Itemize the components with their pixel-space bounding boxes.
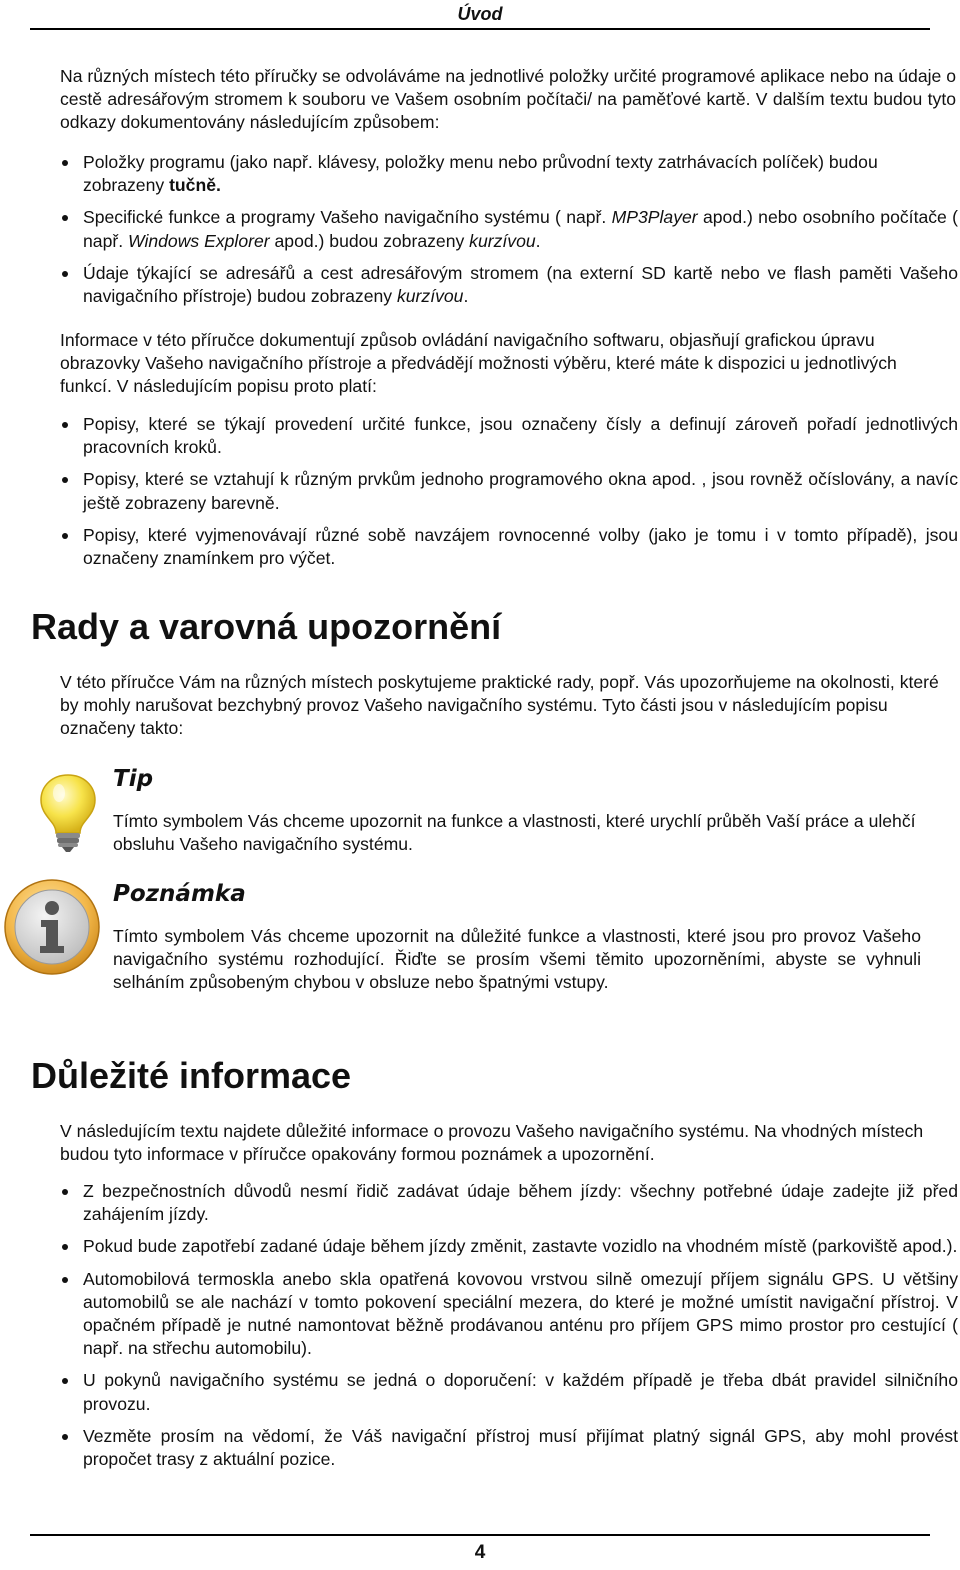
bold-example: tučně xyxy=(169,175,216,196)
italic-example: MP3Player xyxy=(611,207,698,228)
italic-example: Windows Explorer xyxy=(128,230,270,251)
list-item-text: Údaje týkající se adresářů a cest adresářovým stromem (na externí SD kartě nebo ve flash paměti Vašeho navigačního přístroje) budou zobrazeny xyxy=(83,262,958,307)
list-item-end: . xyxy=(535,230,541,251)
info-icon xyxy=(3,878,101,976)
list-item-text: Položky programu (jako např. klávesy, položky menu nebo průvodní texty zatrhávacích políček) budou zobrazeny xyxy=(83,152,878,196)
tip-title: Tip xyxy=(113,766,154,792)
list-item: Z bezpečnostních důvodů nesmí řidič zadávat údaje během jízdy: všechny potřebné údaje zadejte již před zahájením jízdy. xyxy=(60,1180,958,1226)
list-item xyxy=(60,151,958,197)
list-item: Automobilová termoskla anebo skla opatřená kovovou vrstvou silně omezují příjem signálu GPS. U většiny automobilů se ale nachází v tomto pokovení speciální mezera, do které je možné umístit navigační přístroj. V opačném případě je nutné namontovat běžně prodávanou anténu pro příjem GPS mimo prostor pro cestující ( např. na střechu automobilu). xyxy=(60,1268,958,1361)
dulezite-paragraph: V následujícím textu najdete důležité informace o provozu Vašeho navigačního systému. Na vhodných místech budou tyto informace v příručce opakovány formou poznámek a upozornění. xyxy=(60,1121,924,1165)
list-item-text: Specifické funkce a programy Vašeho navigačního systému ( např. xyxy=(83,207,612,228)
list-item-end: . xyxy=(216,175,221,196)
page-footer xyxy=(30,1534,930,1570)
list-item: Popisy, které se týkají provedení určité funkce, jsou označeny čísly a definují zároveň pořadí jednotlivých pracovních kroků. xyxy=(60,413,958,459)
section-heading-dulezite: Důležité informace xyxy=(31,1055,352,1096)
description-list xyxy=(60,413,958,570)
section-heading-rady: Rady a varovná upozornění xyxy=(31,606,502,647)
note-text: Tímto symbolem Vás chceme upozornit na důležité funkce a vlastnosti, které jsou pro provoz Vašeho navigačního systému rozhodující. Řiďte se prosím všemi těmito upozorněními, abyste se vyhnuli selháním způsobeným chybou v obsluze nebo špatnými vstupy. xyxy=(113,926,921,993)
list-item-text: apod.) nebo osobního počítače ( např. xyxy=(83,207,958,251)
italic-example: kurzívou xyxy=(469,230,536,251)
list-item: Vezměte prosím na vědomí, že Váš navigační přístroj musí přijímat platný signál GPS, aby mohl provést propočet trasy z aktuální pozice. xyxy=(60,1425,958,1471)
page-header xyxy=(30,2,930,30)
intro-format-list xyxy=(60,151,958,308)
list-item xyxy=(60,206,958,252)
intro-paragraph: Na různých místech této příručky se odvoláváme na jednotlivé položky určité programové aplikace nebo na údaje o cestě adresářovým stromem k souboru ve Vašem osobním počítači/ na paměťové kartě. V dalším textu budou tyto odkazy dokumentovány následujícím způsobem: xyxy=(60,66,956,133)
list-item-end: . xyxy=(463,286,469,307)
lightbulb-icon xyxy=(36,773,100,853)
description-paragraph: Informace v této příručce dokumentují způsob ovládání navigačního softwaru, objasňují grafickou úpravu obrazovky Vašeho navigačního přístroje a předvádějí možnosti výběru, které máte k dispozici u jednotlivých funkcí. V následujícím popisu proto platí: xyxy=(60,330,897,397)
dulezite-list xyxy=(60,1180,958,1471)
list-item: Pokud bude zapotřebí zadané údaje během jízdy změnit, zastavte vozidlo na vhodném místě (parkoviště apod.). xyxy=(60,1235,958,1258)
tip-text: Tímto symbolem Vás chceme upozornit na funkce a vlastnosti, které urychlí průběh Vaší práce a ulehčí obsluhu Vašeho navigačního systému. xyxy=(113,811,916,855)
list-item xyxy=(60,262,958,308)
italic-example: kurzívou xyxy=(396,286,464,307)
list-item-text: apod.) budou zobrazeny xyxy=(269,230,470,251)
list-item: U pokynů navigačního systému se jedná o doporučení: v každém případě je třeba dbát pravidel silničního provozu. xyxy=(60,1369,958,1415)
note-title: Poznámka xyxy=(113,881,246,907)
page-number: 4 xyxy=(474,1542,486,1563)
rady-paragraph: V této příručce Vám na různých místech poskytujeme praktické rady, popř. Vás upozorňujeme na okolnosti, které by mohly narušovat bezchybný provoz Vašeho navigačního systému. Tyto části jsou v následujícím popisu označeny takto: xyxy=(60,672,939,739)
list-item: Popisy, které se vztahují k různým prvkům jednoho programového okna apod. , jsou rovněž očíslovány, a navíc ještě zobrazeny barevně. xyxy=(60,468,958,514)
header-title: Úvod xyxy=(457,4,503,24)
list-item: Popisy, které vyjmenovávají různé sobě navzájem rovnocenné volby (jako je tomu i v tomto případě), jsou označeny znamínkem pro výčet. xyxy=(60,524,958,570)
